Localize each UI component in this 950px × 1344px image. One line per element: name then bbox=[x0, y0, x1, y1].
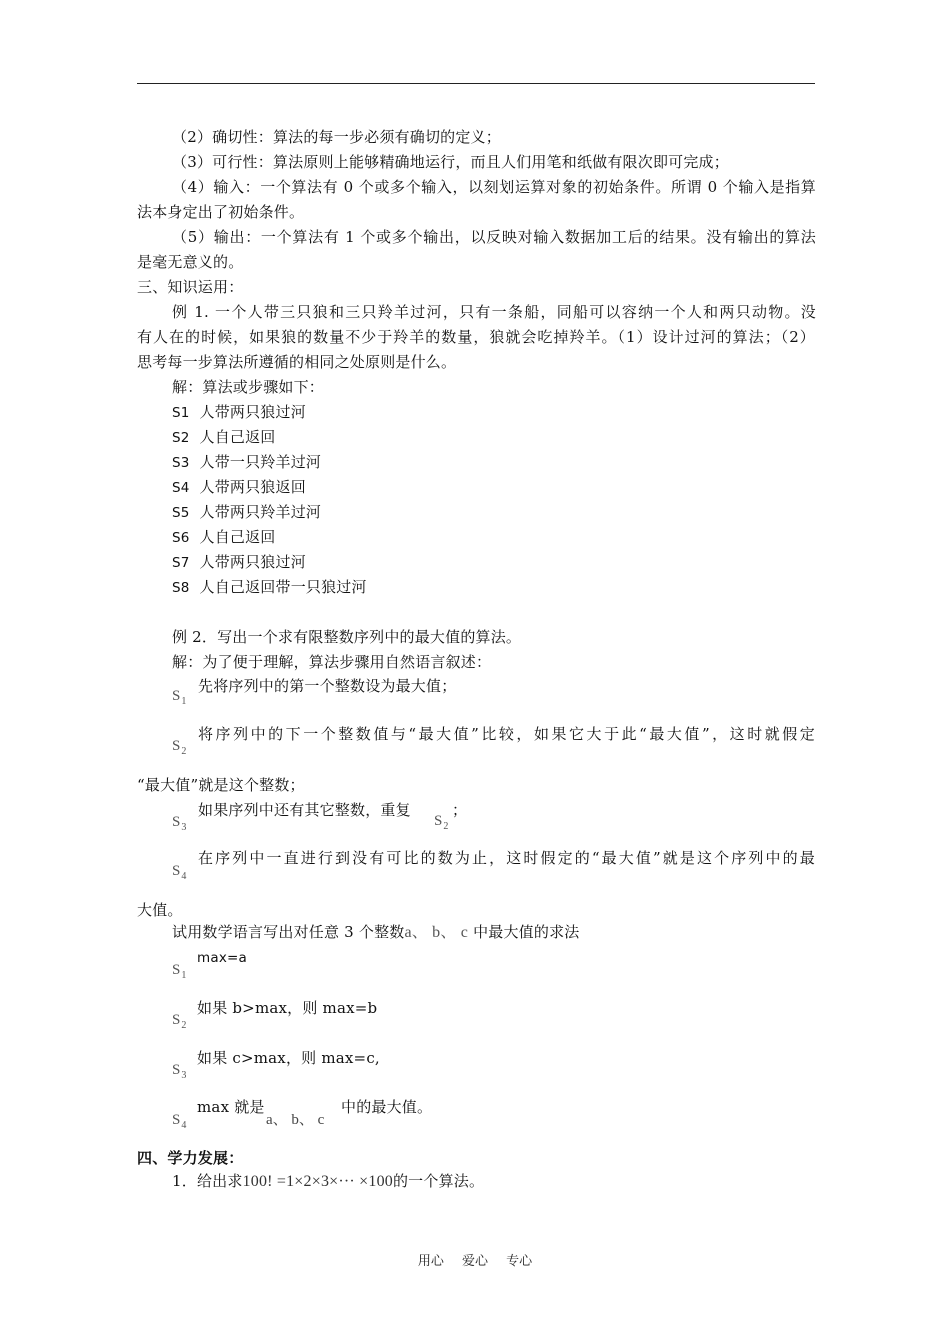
property-4-line1: （4）输入：一个算法有 0 个或多个输入，以刻划运算对象的初始条件。所谓 0 个输入是指算 bbox=[172, 178, 816, 196]
step-id: S8 bbox=[172, 580, 190, 596]
try-statement: 试用数学语言写出对任意 3 个整数a、 b、 c 中最大值的求法 bbox=[172, 923, 580, 941]
try-vars: a、 b、 c bbox=[404, 924, 469, 941]
factorial-formula: 100! =1×2×3×··· ×100 bbox=[242, 1173, 393, 1190]
property-2: （2）确切性：算法的每一步必须有确切的定义； bbox=[172, 128, 501, 146]
section-4-item1: 1．给出求100! =1×2×3×··· ×100的一个算法。 bbox=[172, 1172, 485, 1190]
step-symbol-s2: $S_2$ bbox=[172, 738, 187, 757]
step-symbol-s4: $S_4$ bbox=[172, 1112, 187, 1131]
example-2-solution: 解：为了便于理解，算法步骤用自然语言叙述： bbox=[172, 653, 492, 671]
list-item bbox=[172, 477, 306, 498]
step-id: S6 bbox=[172, 530, 190, 546]
step-symbol-s4: $S_4$ bbox=[172, 863, 187, 882]
step-text: 人带两只狼过河 bbox=[199, 553, 306, 571]
step-symbol-s2-ref: $S_2$ bbox=[434, 813, 449, 832]
step-symbol-s2: $S_2$ bbox=[172, 1012, 187, 1031]
list-item bbox=[172, 527, 276, 548]
step-text: 人带两只羚羊过河 bbox=[199, 503, 322, 521]
header-rule bbox=[137, 83, 815, 84]
example-2-step2-line2: “最大值”就是这个整数； bbox=[137, 776, 305, 794]
step-text: 人带一只羚羊过河 bbox=[199, 453, 322, 471]
step-symbol-s1: $S_1$ bbox=[172, 688, 187, 707]
example-1-line3: 思考每一步算法所遵循的相同之处原则是什么。 bbox=[137, 353, 457, 371]
step-symbol-s3: $S_3$ bbox=[172, 814, 187, 833]
property-4-line2: 法本身定出了初始条件。 bbox=[137, 203, 305, 221]
step-symbol-s3: $S_3$ bbox=[172, 1062, 187, 1081]
step-symbol-s1: $S_1$ bbox=[172, 962, 187, 981]
list-item bbox=[172, 427, 276, 448]
step-id: S4 bbox=[172, 480, 190, 496]
page-footer: 用心 爱心 专心 bbox=[417, 1254, 533, 1269]
example-2-title: 例 2．写出一个求有限整数序列中的最大值的算法。 bbox=[172, 628, 522, 646]
example-1-line2: 有人在的时候，如果狼的数量不少于羚羊的数量，狼就会吃掉羚羊。（1）设计过河的算法；（2） bbox=[137, 328, 815, 346]
section-4-title: 四、学力发展： bbox=[137, 1149, 244, 1167]
example-2-step4-line2: 大值。 bbox=[137, 901, 183, 919]
example-1-line1: 例 1. 一个人带三只狼和三只羚羊过河，只有一条船，同船可以容纳一个人和两只动物。没 bbox=[172, 303, 816, 321]
step-id: S7 bbox=[172, 555, 190, 571]
property-5-line1: （5）输出：一个算法有 1 个或多个输出，以反映对输入数据加工后的结果。没有输出的算法 bbox=[172, 228, 816, 246]
step-id: S5 bbox=[172, 505, 190, 521]
list-item bbox=[172, 452, 321, 473]
list-item bbox=[172, 402, 306, 423]
max-step4-end: 中的最大值。 bbox=[341, 1098, 433, 1116]
section-3-title: 三、知识运用： bbox=[137, 278, 244, 296]
example-2-step1: 先将序列中的第一个整数设为最大值； bbox=[198, 677, 457, 695]
max-step2: 如果 b>max，则 max=b bbox=[197, 999, 378, 1017]
property-3: （3）可行性：算法原则上能够精确地运行，而且人们用笔和纸做有限次即可完成； bbox=[172, 153, 729, 171]
list-item bbox=[172, 577, 367, 598]
example-1-solution: 解：算法或步骤如下： bbox=[172, 378, 325, 396]
max-step4-vars: a、 b、 c bbox=[266, 1112, 325, 1128]
example-2-step3: 如果序列中还有其它整数，重复 bbox=[198, 801, 411, 819]
step-id: S3 bbox=[172, 455, 190, 471]
step-text: 人自己返回 bbox=[199, 528, 276, 546]
example-2-step2-line1: 将序列中的下一个整数值与“最大值”比较，如果它大于此“最大值”，这时就假定 bbox=[198, 725, 815, 743]
max-step1: max=a bbox=[197, 950, 247, 966]
list-item bbox=[172, 502, 321, 523]
property-5-line2: 是毫无意义的。 bbox=[137, 253, 244, 271]
max-step3: 如果 c>max，则 max=c, bbox=[197, 1049, 380, 1067]
step-text: 人自己返回 bbox=[199, 428, 276, 446]
step-text: 人带两只狼过河 bbox=[199, 403, 306, 421]
step-id: S2 bbox=[172, 430, 190, 446]
example-2-step4-line1: 在序列中一直进行到没有可比的数为止，这时假定的“最大值”就是这个序列中的最 bbox=[198, 849, 815, 867]
example-2-step3-end: ； bbox=[452, 801, 468, 819]
list-item bbox=[172, 552, 306, 573]
step-id: S1 bbox=[172, 405, 190, 421]
step-text: 人自己返回带一只狼过河 bbox=[199, 578, 367, 596]
max-step4: max 就是 bbox=[197, 1098, 265, 1116]
step-text: 人带两只狼返回 bbox=[199, 478, 306, 496]
